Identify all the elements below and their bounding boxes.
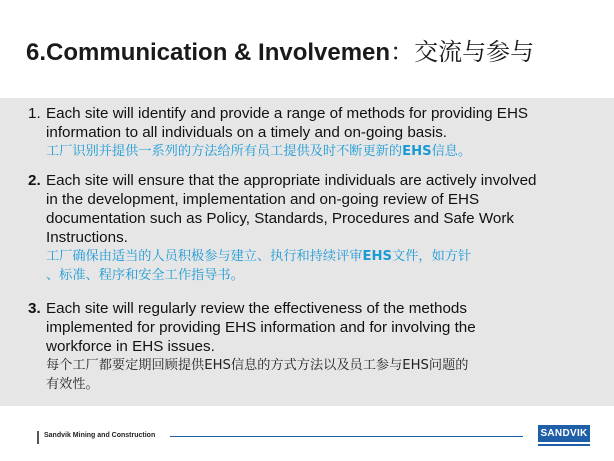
item-chinese-line: 有效性。 bbox=[46, 377, 99, 392]
item-text-line: Each site will identify and provide a range of methods for providing EHS bbox=[46, 105, 529, 122]
item-text-line: implemented for providing EHS information and for involving the bbox=[46, 319, 476, 336]
list-item-1 bbox=[28, 104, 598, 161]
zh-text: 信息。 bbox=[431, 144, 472, 159]
list-item-3 bbox=[28, 299, 598, 394]
sandvik-logo: SANDVIK bbox=[538, 425, 590, 442]
item-number: 2. bbox=[28, 172, 41, 189]
item-text-line: documentation such as Policy, Standards, Procedures and Safe Work bbox=[46, 210, 514, 227]
slide-title-chinese: ：交流与参与 bbox=[390, 38, 535, 66]
logo-underline bbox=[538, 444, 590, 446]
footer-company-name: Sandvik Mining and Construction bbox=[44, 432, 156, 439]
zh-text: 工厂确保由适当的人员积极参与建立、执行和持续评审 bbox=[46, 249, 363, 264]
item-text-line: Each site will ensure that the appropriate individuals are actively involved bbox=[46, 172, 537, 189]
item-chinese-line bbox=[46, 266, 598, 285]
list-item-2 bbox=[28, 171, 598, 285]
item-chinese-line bbox=[46, 247, 598, 266]
item-text-line: Instructions. bbox=[46, 229, 128, 246]
item-chinese-line: 每个工厂都要定期回顾提供EHS信息的方式方法以及员工参与EHS问题的 bbox=[46, 358, 469, 373]
footer-divider-mark bbox=[37, 431, 39, 444]
item-text-line: Each site will regularly review the effectiveness of the methods bbox=[46, 300, 467, 317]
slide-title bbox=[26, 32, 534, 67]
item-number: 1. bbox=[28, 105, 41, 122]
item-chinese-line bbox=[46, 142, 598, 161]
item-text-line: information to all individuals on a timely and on-going basis. bbox=[46, 124, 448, 141]
footer-rule bbox=[170, 436, 523, 437]
zh-text: 工厂识别并提供一系列的方法给所有员工提供及时不断更新的 bbox=[46, 144, 403, 159]
zh-text: 、标准、程序和安全工作指导书。 bbox=[46, 268, 244, 283]
zh-bold-text: EHS bbox=[402, 144, 432, 159]
item-text-line: in the development, implementation and on-going review of EHS bbox=[46, 191, 480, 208]
item-number: 3. bbox=[28, 300, 41, 317]
zh-bold-text: EHS bbox=[362, 249, 393, 264]
item-text-line: workforce in EHS issues. bbox=[46, 338, 215, 355]
slide-title-english: 6.Communication & Involvemen bbox=[26, 39, 391, 66]
zh-text: 文件，如方针 bbox=[392, 249, 472, 264]
